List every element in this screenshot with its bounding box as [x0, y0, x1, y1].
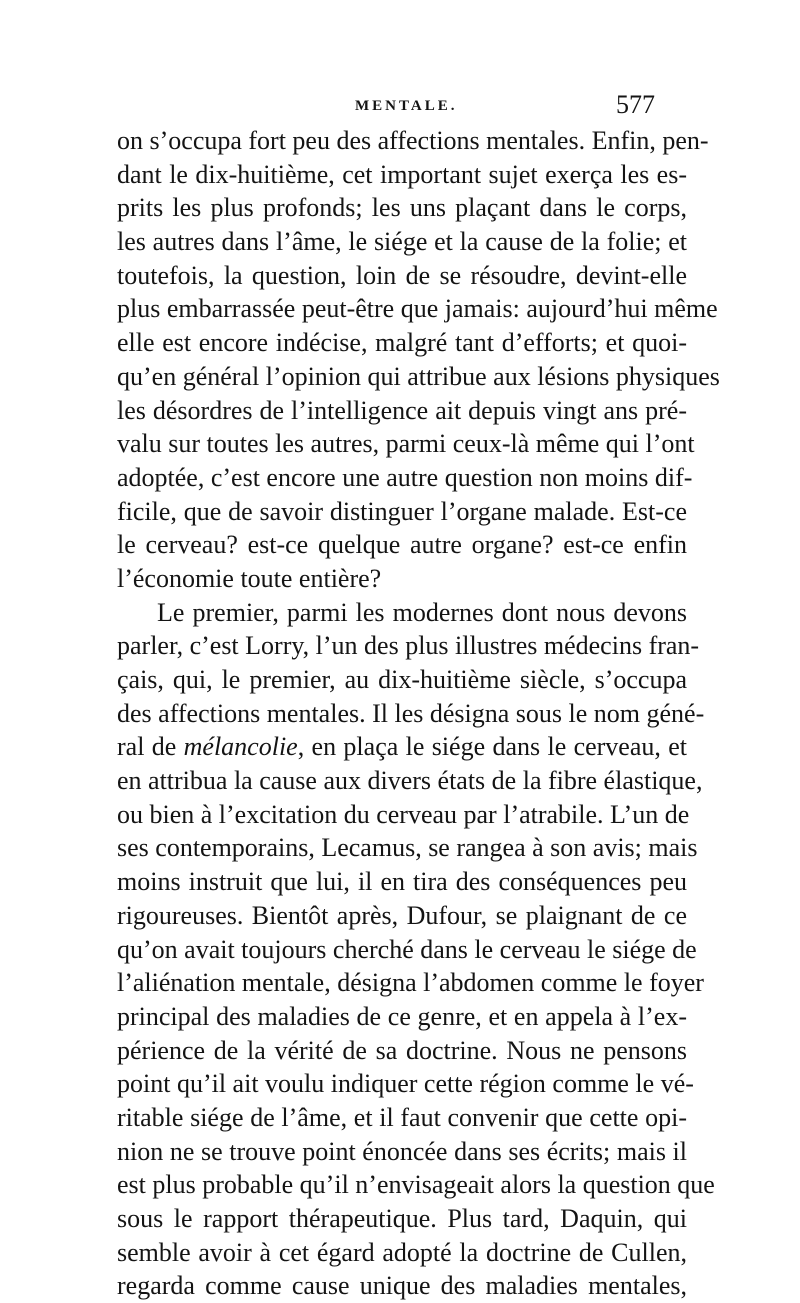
text-line: ficile, que de savoir distinguer l’organe malade. Est-ce — [117, 496, 687, 526]
text-line: valu sur toutes les autres, parmi ceux-là même qui l’ont — [117, 429, 695, 459]
text-line: en attribua la cause aux divers états de la fibre élastique, — [117, 766, 703, 796]
text-line: rigoureuses. Bientôt après, Dufour, se plaignant de ce — [117, 900, 687, 930]
text-line: principal des maladies de ce genre, et en appela à l’ex- — [117, 1001, 687, 1031]
text-line: moins instruit que lui, il en tira des conséquences peu — [117, 867, 687, 897]
paragraph-2 — [117, 596, 715, 1303]
text-line: adoptée, c’est encore une autre question non moins dif- — [117, 462, 693, 492]
text-line: parler, c’est Lorry, l’un des plus illustres médecins fran- — [117, 631, 700, 661]
page-number: 577 — [616, 90, 655, 119]
text-line: des affections mentales. Il les désigna sous le nom géné- — [117, 698, 705, 728]
text-line: on s’occupa fort peu des affections mentales. Enfin, pen- — [117, 126, 709, 155]
text-line: le cerveau? est-ce quelque autre organe? est-ce enfin — [117, 530, 687, 560]
text-line: dant le dix-huitième, cet important sujet exerça les es- — [117, 159, 687, 189]
body-text — [117, 124, 720, 1303]
text-line: périence de la vérité de sa doctrine. Nous ne pensons — [117, 1035, 687, 1065]
text-line: les autres dans l’âme, le siége et la cause de la folie; et — [117, 227, 687, 257]
text-line: l’aliénation mentale, désigna l’abdomen comme le foyer — [117, 968, 704, 998]
text-line-with-italic — [117, 730, 687, 764]
text-line: semble avoir à cet égard adopté la doctrine de Cullen, — [117, 1237, 687, 1267]
italic-term: mélancolie — [183, 732, 298, 762]
text-line: plus embarrassée peut-être que jamais: aujourd’hui même — [117, 294, 718, 324]
text-line: qu’on avait toujours cherché dans le cerveau le siége de — [117, 934, 697, 964]
text-line: sous le rapport thérapeutique. Plus tard, Daquin, qui — [117, 1204, 687, 1233]
text-segment: ral de — [117, 732, 184, 762]
text-line: regarda comme cause unique des maladies mentales, — [117, 1271, 687, 1301]
text-line: les désordres de l’intelligence ait depuis vingt ans pré- — [117, 395, 687, 425]
text-line: qu’en général l’opinion qui attribue aux lésions physiques — [117, 361, 720, 391]
text-line: ses contemporains, Lecamus, se rangea à son avis; mais — [117, 833, 698, 863]
text-segment: , en plaça le siége dans le cerveau, et — [297, 732, 687, 762]
text-line: prits les plus profonds; les uns plaçant dans le corps, — [117, 193, 687, 223]
text-line: Le premier, parmi les modernes dont nous devons — [157, 597, 687, 627]
text-line: ritable siége de l’âme, et il faut convenir que cette opi- — [117, 1102, 687, 1132]
paragraph-1 — [117, 124, 720, 596]
running-title: MENTALE. — [355, 98, 458, 114]
text-line: point qu’il ait voulu indiquer cette région comme le vé- — [117, 1069, 694, 1099]
text-line: est plus probable qu’il n’envisageait alors la question que — [117, 1170, 715, 1200]
text-line: ou bien à l’excitation du cerveau par l’atrabile. L’un de — [117, 799, 690, 829]
text-line: çais, qui, le premier, au dix-huitième siècle, s’occupa — [117, 665, 687, 694]
text-line: nion ne se trouve point énoncée dans ses écrits; mais il — [117, 1136, 687, 1166]
text-line: l’économie toute entière? — [117, 563, 382, 593]
text-line: elle est encore indécise, malgré tant d’efforts; et quoi- — [117, 328, 687, 358]
text-line: toutefois, la question, loin de se résoudre, devint-elle — [117, 260, 687, 290]
